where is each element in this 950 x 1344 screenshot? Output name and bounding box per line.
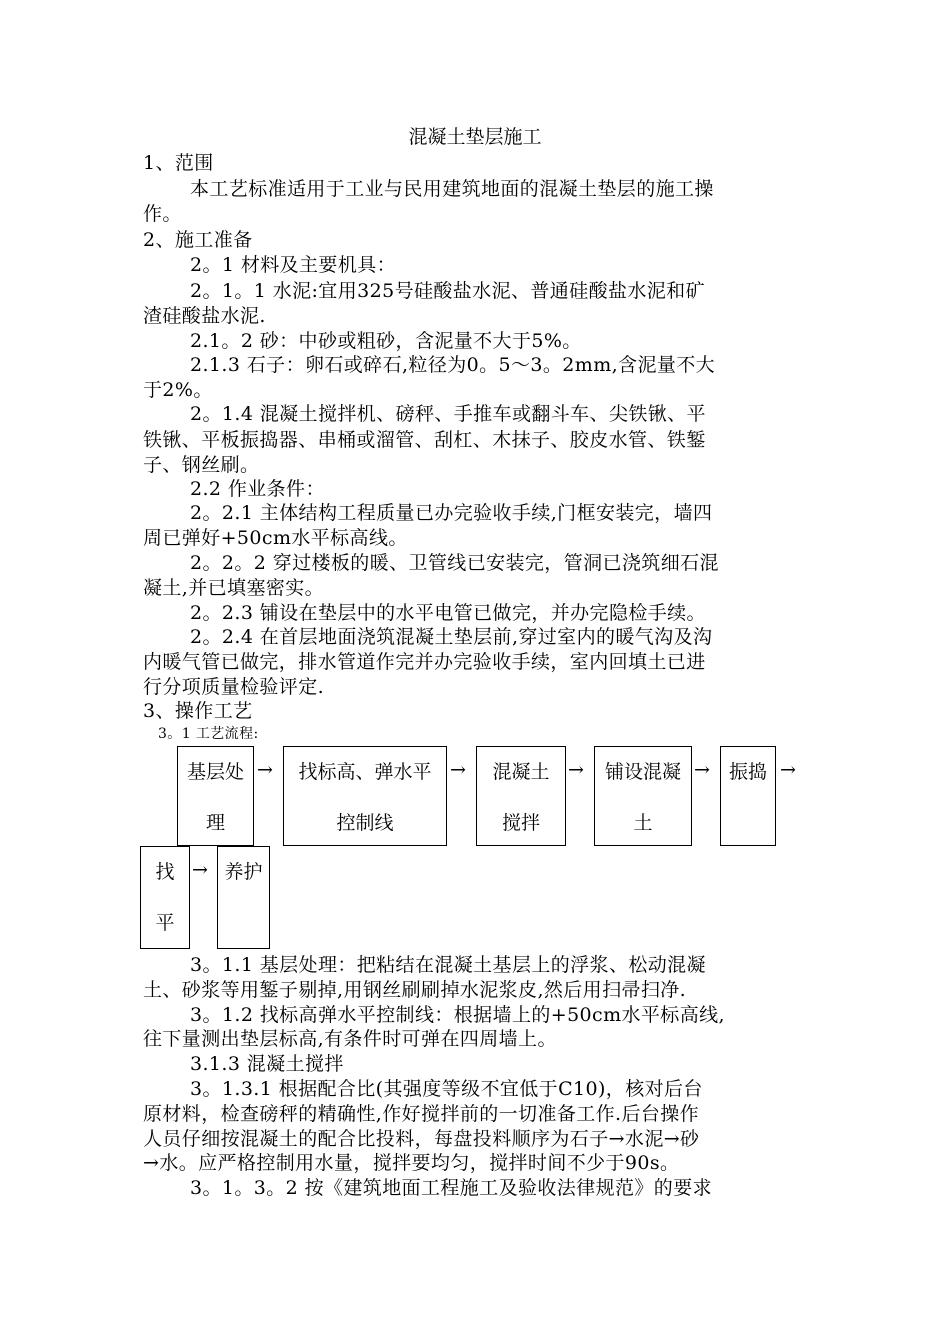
flow-box-concrete-laying bbox=[594, 746, 692, 846]
paragraph-line: 2。1 材料及主要机具： bbox=[190, 254, 397, 276]
page-title: 混凝土垫层施工 bbox=[408, 126, 542, 148]
paragraph-line: 周已弹好+50cm水平标高线。 bbox=[143, 527, 408, 549]
paragraph-line: 于2%。 bbox=[143, 379, 213, 401]
paragraph-line: 凝土,并已填塞密实。 bbox=[143, 577, 325, 599]
flow-box-concrete-mixing bbox=[476, 746, 566, 846]
flow-box-label: 平 bbox=[155, 912, 175, 934]
flow-box-label: 养护 bbox=[224, 861, 263, 883]
paragraph-line: →水。应严格控制用水量，搅拌要均匀，搅拌时间不少于90s。 bbox=[143, 1152, 680, 1174]
section-heading-scope: 1、范围 bbox=[143, 152, 214, 174]
flow-box-elevation-control bbox=[283, 746, 447, 846]
flow-arrow: → bbox=[568, 759, 584, 781]
flow-arrow: → bbox=[257, 759, 273, 781]
flow-box-label: 搅拌 bbox=[501, 812, 540, 834]
paragraph-line: 人员仔细按混凝土的配合比投料，每盘投料顺序为石子→水泥→砂 bbox=[143, 1128, 700, 1150]
paragraph-line: 2.1.3 石子：卵石或碎石,粒径为0。5～3。2mm,含泥量不大 bbox=[190, 354, 716, 376]
paragraph-line: 2。2.4 在首层地面浇筑混凝土垫层前,穿过室内的暖气沟及沟 bbox=[190, 626, 713, 648]
paragraph-line: 3。1.2 找标高弹水平控制线：根据墙上的+50cm水平标高线, bbox=[190, 1004, 725, 1026]
paragraph-line: 作。 bbox=[143, 203, 182, 225]
flow-box-base-treatment bbox=[177, 746, 254, 846]
flow-arrow: → bbox=[694, 759, 710, 781]
flow-box-leveling bbox=[140, 846, 190, 949]
flow-box-label: 土 bbox=[633, 812, 653, 834]
paragraph-line: 内暖气管已做完，排水管道作完并办完验收手续，室内回填土已进 bbox=[143, 651, 706, 673]
paragraph-line: 铁锹、平板振捣器、串桶或溜管、刮杠、木抹子、胶皮水管、铁錾 bbox=[143, 429, 706, 451]
paragraph-line: 本工艺标准适用于工业与民用建筑地面的混凝土垫层的施工操 bbox=[190, 178, 714, 200]
flow-box-label: 找 bbox=[155, 861, 175, 883]
flow-box-label: 控制线 bbox=[336, 812, 394, 834]
flow-box-curing bbox=[217, 846, 270, 949]
paragraph-line: 子、钢丝刷。 bbox=[143, 454, 260, 476]
section-heading-preparation: 2、施工准备 bbox=[143, 229, 253, 251]
paragraph-line: 土、砂浆等用錾子剔掉,用钢丝刷刷掉水泥浆皮,然后用扫帚扫净. bbox=[143, 979, 687, 1001]
flow-box-label: 基层处 bbox=[186, 761, 244, 783]
flow-box-label: 混凝土 bbox=[492, 761, 550, 783]
paragraph-line: 2。2。2 穿过楼板的暖、卫管线已安装完，管洞已浇筑细石混 bbox=[190, 552, 719, 574]
paragraph-line: 3。1。3。2 按《建筑地面工程施工及验收法律规范》的要求 bbox=[190, 1177, 712, 1199]
paragraph-line: 行分项质量检验评定. bbox=[143, 676, 325, 698]
paragraph-line: 2。1.4 混凝土搅拌机、磅秤、手推车或翻斗车、尖铁锹、平 bbox=[190, 403, 706, 425]
flow-caption: 3。1 工艺流程: bbox=[158, 726, 259, 742]
paragraph-line: 渣硅酸盐水泥. bbox=[143, 305, 266, 327]
paragraph-line: 2。1。1 水泥:宜用325号硅酸盐水泥、普通硅酸盐水泥和矿 bbox=[190, 280, 705, 302]
paragraph-line: 3。1.3.1 根据配合比(其强度等级不宜低于C10)，核对后台 bbox=[190, 1078, 703, 1100]
paragraph-line: 原材料，检查磅秤的精确性,作好搅拌前的一切准备工作.后台操作 bbox=[143, 1103, 700, 1125]
flow-box-label: 振捣 bbox=[728, 761, 767, 783]
paragraph-line: 2。2.3 铺设在垫层中的水平电管已做完，并办完隐检手续。 bbox=[190, 602, 706, 624]
flow-box-label: 找标高、弹水平 bbox=[298, 761, 432, 783]
section-heading-process: 3、操作工艺 bbox=[143, 700, 253, 722]
flow-arrow: → bbox=[450, 759, 466, 781]
flow-arrow: → bbox=[192, 859, 208, 881]
paragraph-line: 3。1.1 基层处理：把粘结在混凝土基层上的浮浆、松动混凝 bbox=[190, 954, 706, 976]
flow-box-vibration bbox=[720, 746, 776, 846]
paragraph-line: 3.1.3 混凝土搅拌 bbox=[190, 1053, 344, 1075]
paragraph-line: 2.2 作业条件： bbox=[190, 478, 325, 500]
paragraph-line: 往下量测出垫层标高,有条件时可弹在四周墙上。 bbox=[143, 1028, 557, 1050]
paragraph-line: 2.1。2 砂：中砂或粗砂，含泥量不大于5%。 bbox=[190, 330, 582, 352]
flow-box-label: 理 bbox=[205, 812, 225, 834]
flow-arrow: → bbox=[780, 759, 796, 781]
paragraph-line: 2。2.1 主体结构工程质量已办完验收手续,门框安装完，墙四 bbox=[190, 502, 713, 524]
flow-box-label: 铺设混凝 bbox=[604, 761, 681, 783]
